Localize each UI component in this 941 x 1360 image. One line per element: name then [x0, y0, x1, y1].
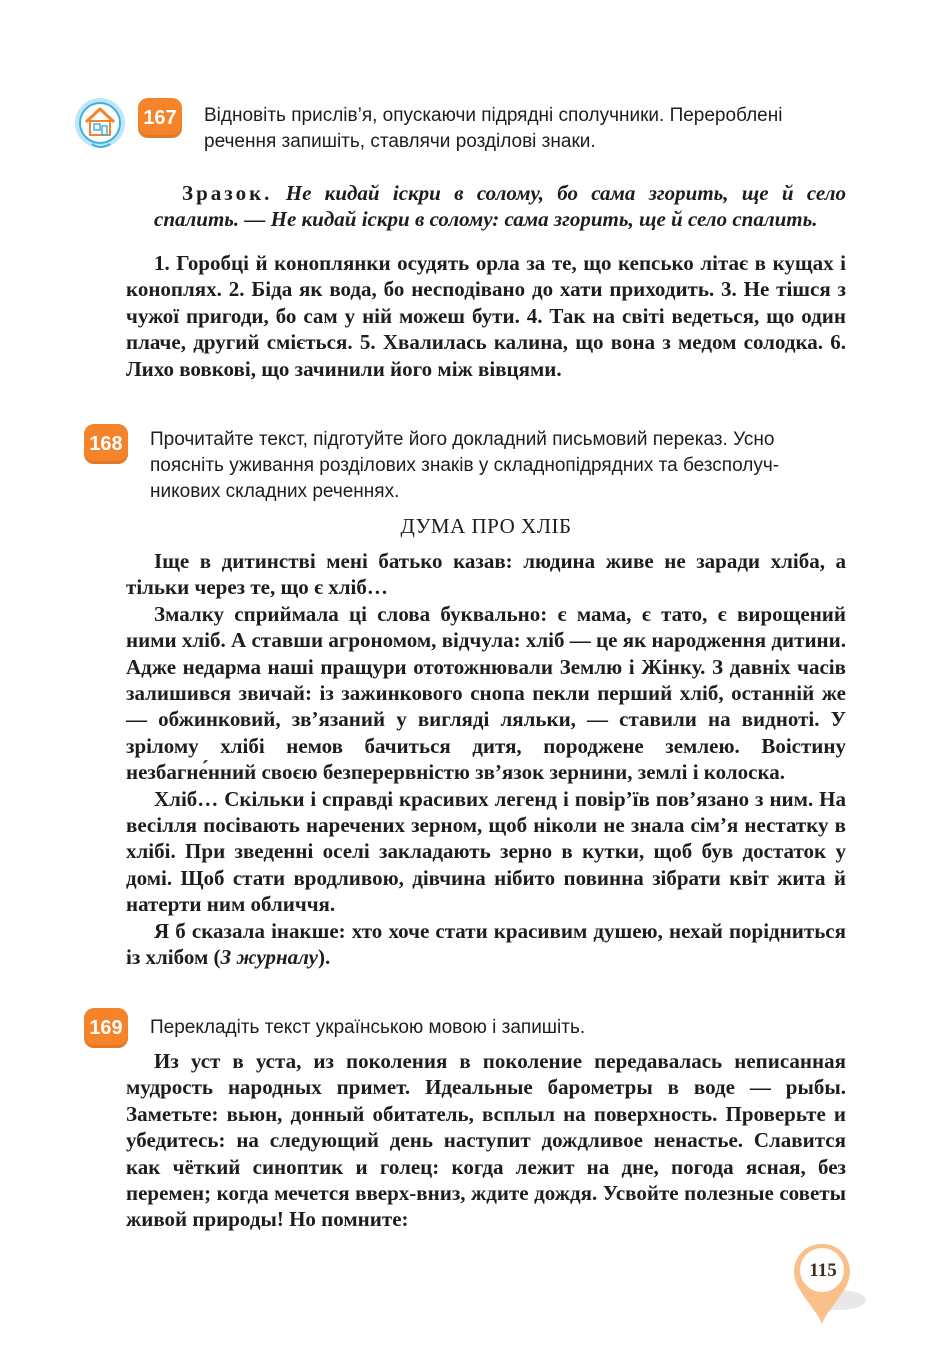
- exercise-task: Перекладіть текст українською мовою і запишіть.: [150, 1017, 586, 1038]
- paragraph: Змалку сприймала ці слова буквально: є мама, є тато, є вирощений ними хліб. А ставши агрономом, відчула: хліб — це як народження дитини. Адже недарма наші пращури ототожнювали Землю і Жінку. З давніх часів залишився звичай: із зажинкового снопа пекли перший хліб, останній же — обжинковий, зв’язаний у вигляді ляльки, — ставили на видноті. У зрілому хлібі немов бачиться дитя, породжене землею. Воістину незбагне́нний своєю безперервністю зв’язок зернини, землі і колоска.: [126, 601, 846, 785]
- exercise-number-badge: 169: [84, 1008, 128, 1048]
- text-title: ДУМА ПРО ХЛІБ: [400, 514, 572, 538]
- exercise-168-text: [126, 548, 846, 971]
- source-reference: З журналу: [220, 945, 318, 970]
- sample-label: Зразок.: [182, 181, 273, 205]
- page-number: 115: [809, 1260, 837, 1281]
- exercise-169-header: [84, 1008, 850, 1048]
- paragraph: Іще в дитинстві мені батько казав: людина живе не заради хліба, а тільки через те, що є хліб…: [126, 549, 846, 600]
- page-marker-icon: [786, 1240, 868, 1330]
- exercise-number-badge: 167: [138, 98, 182, 138]
- exercise-167-text: 1. Горобці й коноплянки осудять орла за те, що кепсько літає в кущах і коноплях. 2. Біда як вода, бо несподівано до хати приходить. 3. Не тішся з чужої пригоди, бо сам у ній можеш бути. 4. Так на світі ведеться, що один плаче, другий сміється. 5. Хвалилась калина, що вона з медом солодка. 6. Лихо вовкові, що зачинили його між вівцями.: [126, 251, 846, 381]
- paragraph: Я б сказала інакше: хто хоче стати красивим душею, нехай порідниться із хлібом (З журналу).: [126, 918, 846, 970]
- sample-text: Не кидай іскри в солому, бо сама згорить, ще й село спалить. — Не кидай іскри в солому: сама згорить, ще й село спалить.: [154, 181, 847, 232]
- exercise-167-header: [138, 98, 854, 155]
- exercise-168-header: [84, 424, 850, 505]
- exercise-169-text: Из уст в уста, из поколения в поколение передавалась неписанная мудрость народных примет. Идеальные барометры в воде — рыбы. Заметьте: вьюн, донный обитатель, всплыл на поверхность. Проверьте и убедитесь: на следующий день наступит дождливое ненастье. Славится как чёткий синоптик и голец: когда лежит на дне, погода ясная, без перемен; когда мечется вверх-вниз, ждите дождя. Усвойте полезные советы живой природы! Но помните:: [126, 1049, 846, 1232]
- exercise-task: Відновіть прислів’я, опускаючи підрядні сполучники. Перероблені речення запишіть, ставлячи розділові знаки.: [204, 105, 783, 152]
- sample-block: [154, 180, 846, 233]
- exercise-task: Прочитайте текст, підготуйте його докладний письмовий переказ. Усно поясніть уживання розділових знаків у складнопідрядних та безсполуч- никових складних реченнях.: [150, 429, 780, 502]
- homework-house-icon: [72, 92, 128, 152]
- exercise-number-badge: 168: [84, 424, 128, 464]
- paragraph: Хліб… Скільки і справді красивих легенд і повір’їв пов’язано з ним. На весілля посівають наречених зерном, щоб ніколи не знала сім’я нестатку в хлібі. При зведенні оселі закладають зерно в кутки, щоб був достаток у домі. Щоб стати вродливою, дівчина нібито повинна зібрати квіт жита й натерти ним обличчя.: [126, 786, 846, 917]
